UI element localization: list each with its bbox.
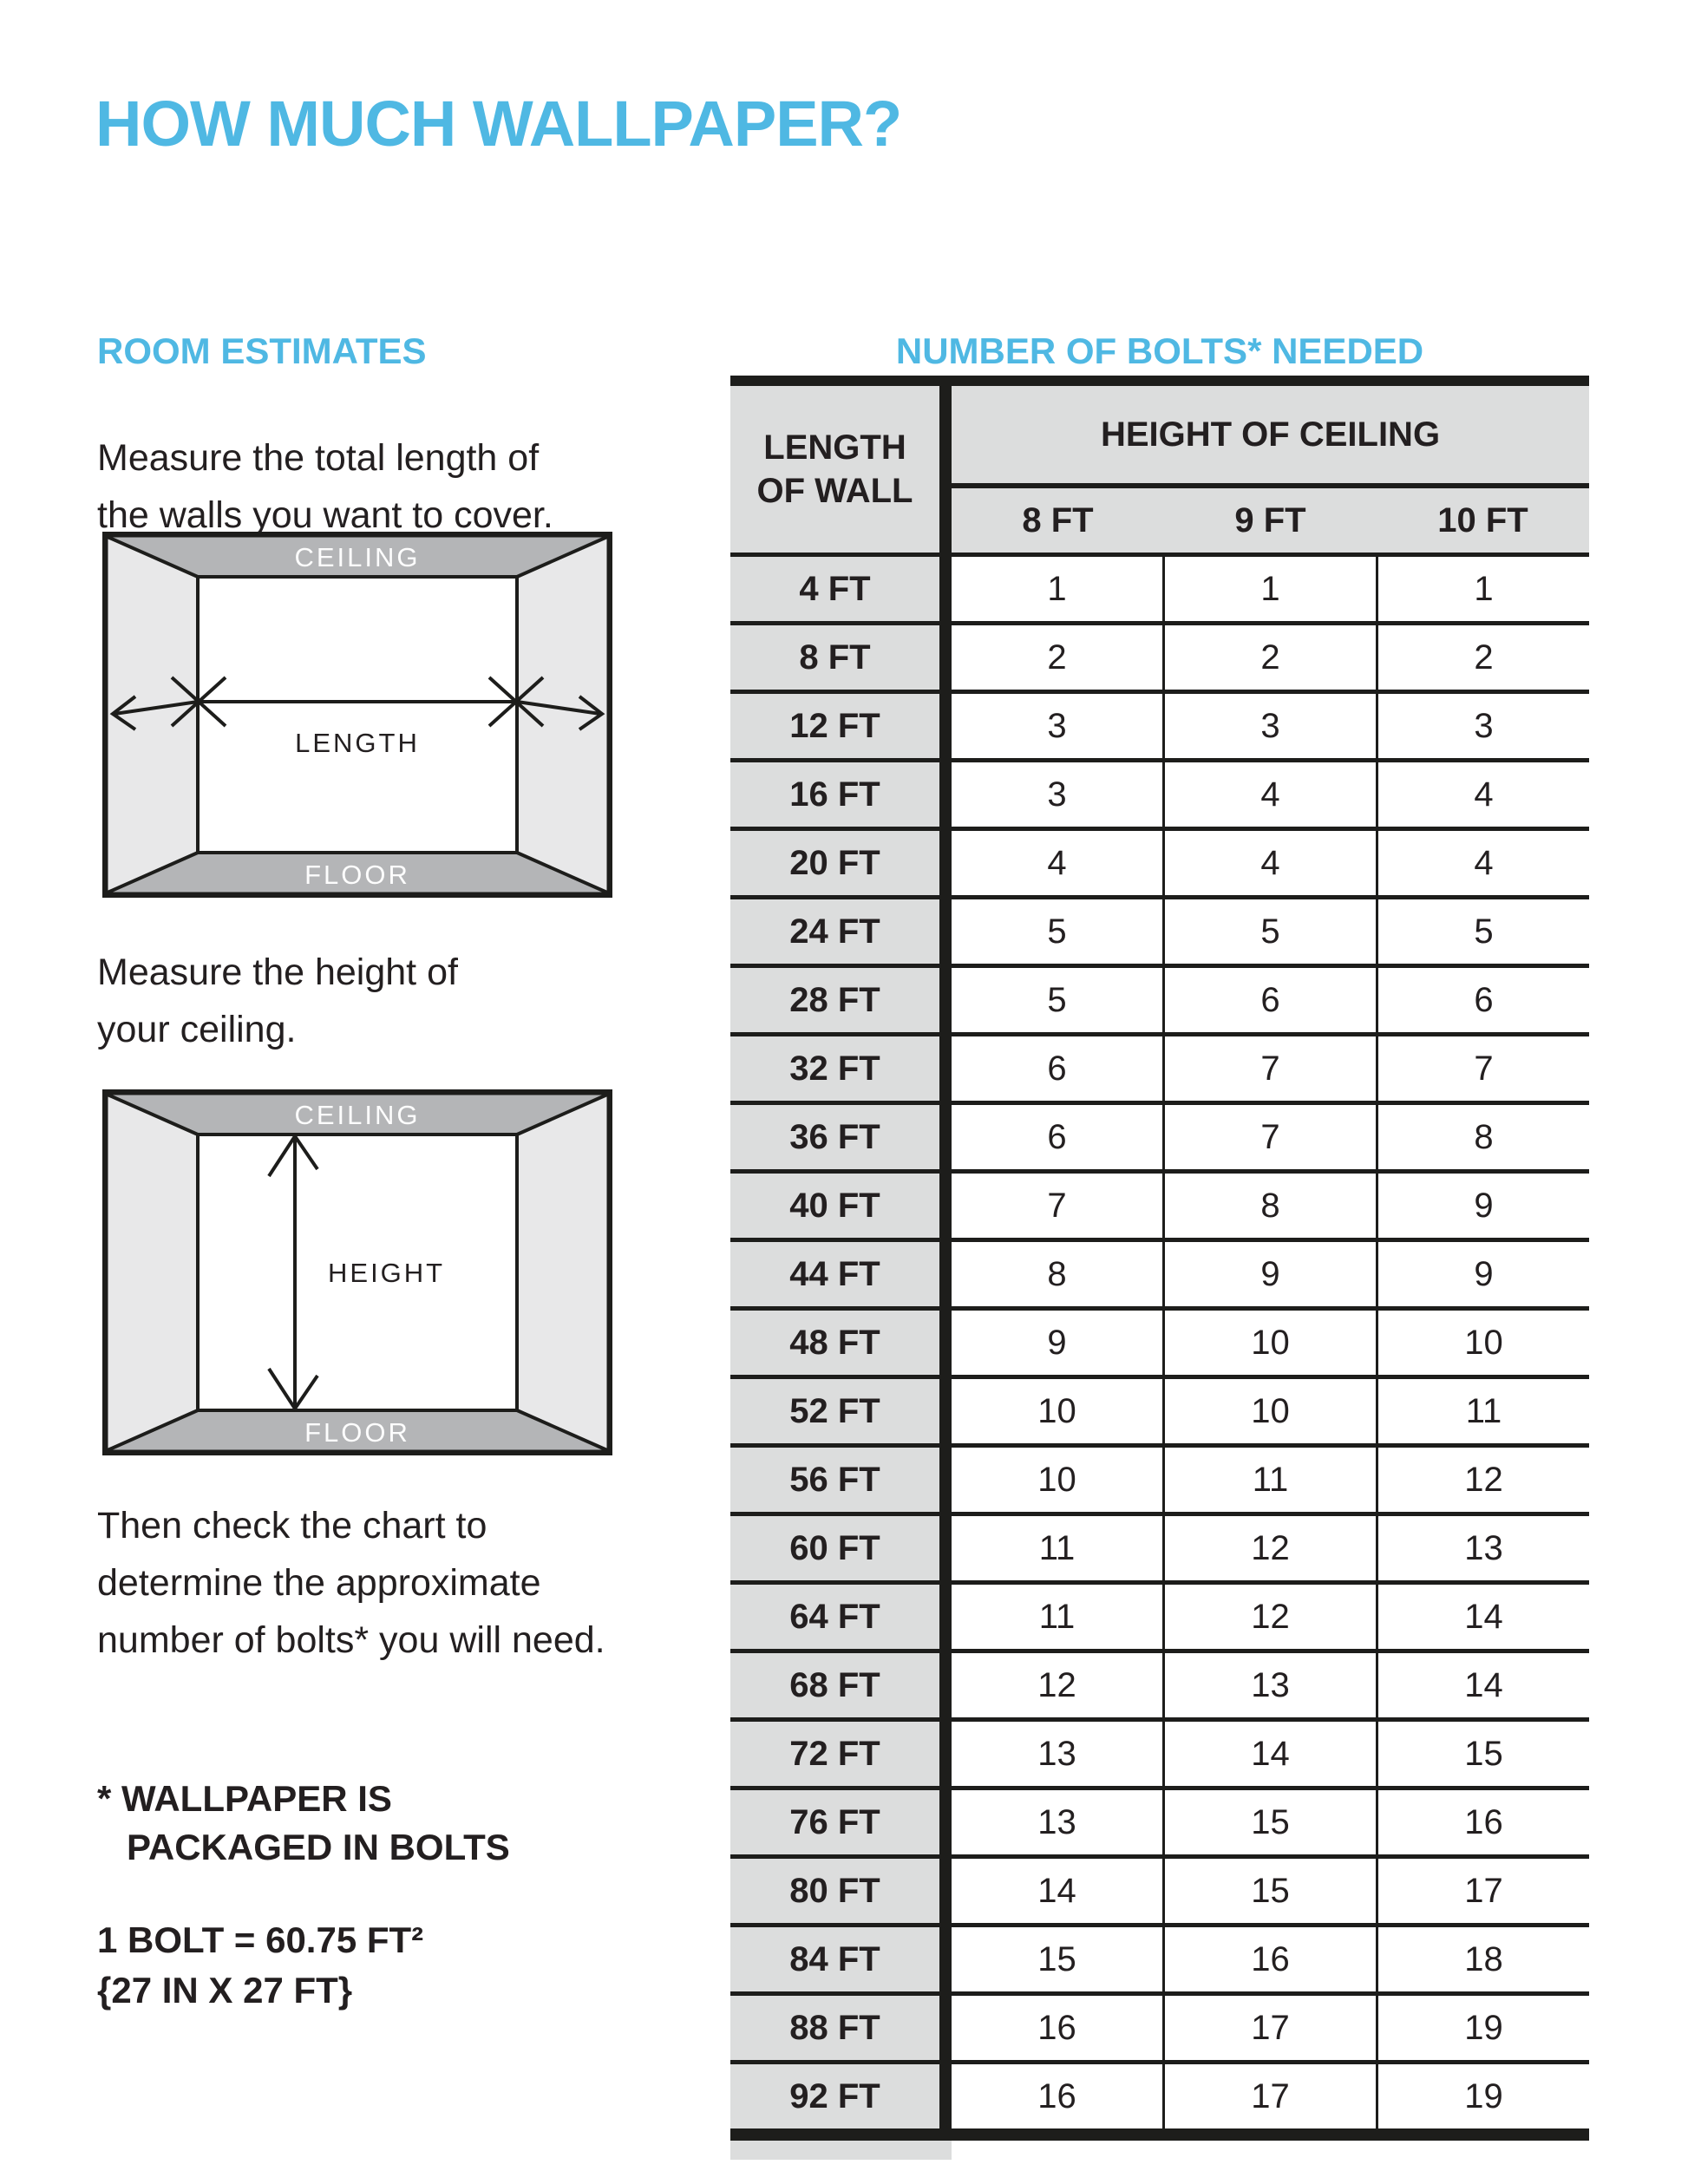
column-header-9ft: 9 FT [1234, 500, 1306, 539]
length-of-wall-cell: 64 FT [730, 1585, 939, 1649]
table-row [730, 1238, 1589, 1306]
bolt-count-cell: 4 [952, 831, 1162, 895]
step3-text [97, 1497, 605, 1669]
length-of-wall-cell: 4 FT [730, 557, 939, 621]
left-wall-panel [108, 1095, 198, 1450]
bolts-needed-heading: NUMBER OF BOLTS* NEEDED [895, 330, 1424, 371]
table-bottom-rule [730, 2128, 1589, 2141]
table-row [730, 1032, 1589, 1101]
table-row [730, 895, 1589, 964]
length-of-wall-header [730, 386, 939, 553]
bolt-count-cell: 11 [1162, 1448, 1376, 1512]
table-row [730, 1854, 1589, 1923]
length-of-wall-cell: 68 FT [730, 1653, 939, 1717]
table-row [730, 1375, 1589, 1443]
table-row [730, 1786, 1589, 1854]
length-of-wall-cell: 60 FT [730, 1516, 939, 1580]
wallpaper-footnote [97, 1775, 510, 1872]
footnote-line2: PACKAGED IN BOLTS [127, 1827, 510, 1867]
bolt-count-cell: 10 [1162, 1311, 1376, 1375]
column-header-10ft: 10 FT [1437, 500, 1528, 539]
ceiling-label: CEILING [294, 1100, 421, 1130]
table-row [730, 1580, 1589, 1649]
floor-label: FLOOR [304, 860, 410, 890]
ceiling-label: CEILING [294, 542, 421, 572]
height-arrow [269, 1136, 317, 1409]
table-row [730, 1649, 1589, 1717]
column-headers-row [952, 488, 1589, 553]
room-diagram-height [102, 1089, 612, 1455]
bolt-count-cell: 2 [1376, 625, 1589, 690]
bolt-count-cell: 1 [1162, 557, 1376, 621]
bolt-count-cell: 6 [1162, 968, 1376, 1032]
bolt-count-cell: 9 [1376, 1242, 1589, 1306]
back-wall-panel [198, 577, 517, 853]
length-of-wall-cell: 24 FT [730, 899, 939, 964]
bolt-count-cell: 12 [1162, 1516, 1376, 1580]
length-of-wall-cell: 80 FT [730, 1859, 939, 1923]
length-of-wall-cell: 28 FT [730, 968, 939, 1032]
bolt-count-cell: 9 [1376, 1174, 1589, 1238]
length-of-wall-cell: 12 FT [730, 694, 939, 758]
bolt-count-cell: 15 [1376, 1722, 1589, 1786]
table-top-rule [730, 376, 1589, 386]
bolt-count-cell: 10 [952, 1448, 1162, 1512]
length-of-wall-cell: 36 FT [730, 1105, 939, 1169]
bolt-count-cell: 14 [1162, 1722, 1376, 1786]
length-of-wall-cell: 72 FT [730, 1722, 939, 1786]
table-row [730, 827, 1589, 895]
bolt-count-cell: 10 [1162, 1379, 1376, 1443]
bolt-count-cell: 12 [952, 1653, 1162, 1717]
bolt-count-cell: 5 [952, 968, 1162, 1032]
bolt-count-cell: 4 [1376, 762, 1589, 827]
bolt-count-cell: 2 [1162, 625, 1376, 690]
bolt-count-cell: 14 [952, 1859, 1162, 1923]
table-row [730, 758, 1589, 827]
page-title: HOW MUCH WALLPAPER? [95, 88, 902, 160]
length-of-wall-cell: 32 FT [730, 1036, 939, 1101]
length-of-wall-cell: 84 FT [730, 1927, 939, 1991]
bolt-count-cell: 12 [1376, 1448, 1589, 1512]
length-of-wall-cell: 52 FT [730, 1379, 939, 1443]
bolt-count-cell: 19 [1376, 1996, 1589, 2060]
bolt-count-cell: 5 [1162, 899, 1376, 964]
table-row [730, 1443, 1589, 1512]
bolt-count-cell: 17 [1162, 2064, 1376, 2128]
right-wall-panel [517, 1095, 607, 1450]
length-of-wall-cell: 92 FT [730, 2064, 939, 2128]
bolt-count-cell: 10 [1376, 1311, 1589, 1375]
table-gray-stub [730, 2141, 952, 2160]
bolt-count-cell: 17 [1162, 1996, 1376, 2060]
table-row [730, 690, 1589, 758]
length-of-wall-cell: 8 FT [730, 625, 939, 690]
bolts-table [730, 376, 1589, 2160]
bolt-count-cell: 16 [1162, 1927, 1376, 1991]
step3-line3: number of bolts* you will need. [97, 1619, 605, 1661]
bolt-count-cell: 14 [1376, 1585, 1589, 1649]
step1-line2: the walls you want to cover. [97, 494, 553, 536]
bolt-count-cell: 3 [952, 694, 1162, 758]
bolt-count-cell: 17 [1376, 1859, 1589, 1923]
bolt-count-cell: 10 [952, 1379, 1162, 1443]
bolt-count-cell: 13 [1376, 1516, 1589, 1580]
bolt-count-cell: 15 [1162, 1859, 1376, 1923]
bolt-count-cell: 9 [952, 1311, 1162, 1375]
bolt-count-cell: 9 [1162, 1242, 1376, 1306]
step3-line1: Then check the chart to [97, 1505, 487, 1546]
length-label: LENGTH [295, 728, 420, 758]
bolt-count-cell: 4 [1162, 762, 1376, 827]
bolt-count-cell: 3 [1376, 694, 1589, 758]
bolt-count-cell: 19 [1376, 2064, 1589, 2128]
step1-text [97, 429, 553, 544]
length-of-wall-cell: 88 FT [730, 1996, 939, 2060]
table-row [730, 2060, 1589, 2128]
bolt-count-cell: 6 [952, 1036, 1162, 1101]
step2-line2: your ceiling. [97, 1009, 297, 1050]
bolt-count-cell: 1 [952, 557, 1162, 621]
bolt-count-cell: 3 [1162, 694, 1376, 758]
step2-line1: Measure the height of [97, 951, 458, 993]
bolt-count-cell: 7 [1376, 1036, 1589, 1101]
bolt-count-cell: 7 [952, 1174, 1162, 1238]
bolt-size-info [97, 1915, 423, 2016]
height-label: HEIGHT [328, 1258, 446, 1288]
bolt-count-cell: 11 [1376, 1379, 1589, 1443]
bolt-count-cell: 11 [952, 1516, 1162, 1580]
footnote-line1: * WALLPAPER IS [97, 1778, 392, 1819]
step1-line1: Measure the total length of [97, 437, 540, 479]
bolt-count-cell: 15 [1162, 1790, 1376, 1854]
table-row [730, 1512, 1589, 1580]
length-of-wall-cell: 44 FT [730, 1242, 939, 1306]
table-row [730, 1101, 1589, 1169]
bolt-count-cell: 4 [1376, 831, 1589, 895]
bolt-count-cell: 14 [1376, 1653, 1589, 1717]
bolt-count-cell: 11 [952, 1585, 1162, 1649]
length-of-wall-cell: 16 FT [730, 762, 939, 827]
table-row [730, 1923, 1589, 1991]
length-of-wall-header-line1: LENGTH [763, 428, 906, 467]
length-of-wall-cell: 56 FT [730, 1448, 939, 1512]
bolt-count-cell: 16 [952, 2064, 1162, 2128]
table-vertical-divider [939, 386, 952, 2128]
table-row [730, 1306, 1589, 1375]
step3-line2: determine the approximate [97, 1562, 541, 1604]
bolt-count-cell: 8 [952, 1242, 1162, 1306]
length-of-wall-cell: 76 FT [730, 1790, 939, 1854]
bolt-count-cell: 13 [952, 1722, 1162, 1786]
bolt-count-cell: 1 [1376, 557, 1589, 621]
bolt-count-cell: 16 [1376, 1790, 1589, 1854]
bolt-info-line1: 1 BOLT = 60.75 FT² [97, 1919, 424, 1960]
length-of-wall-cell: 48 FT [730, 1311, 939, 1375]
table-row [730, 621, 1589, 690]
bolt-count-cell: 4 [1162, 831, 1376, 895]
length-of-wall-cell: 20 FT [730, 831, 939, 895]
bolt-info-line2: {27 IN X 27 FT} [97, 1970, 353, 2011]
bolt-count-cell: 7 [1162, 1036, 1376, 1101]
length-of-wall-header-line2: OF WALL [756, 472, 913, 510]
bolt-count-cell: 8 [1162, 1174, 1376, 1238]
bolt-count-cell: 5 [952, 899, 1162, 964]
length-of-wall-cell: 40 FT [730, 1174, 939, 1238]
bolt-count-cell: 18 [1376, 1927, 1589, 1991]
bolt-count-cell: 13 [952, 1790, 1162, 1854]
bolt-count-cell: 12 [1162, 1585, 1376, 1649]
table-row [730, 1169, 1589, 1238]
room-estimates-heading: ROOM ESTIMATES [97, 330, 427, 371]
bolt-count-cell: 15 [952, 1927, 1162, 1991]
table-row [730, 964, 1589, 1032]
floor-label: FLOOR [304, 1417, 410, 1448]
bolt-count-cell: 8 [1376, 1105, 1589, 1169]
bolt-count-cell: 3 [952, 762, 1162, 827]
bolt-count-cell: 6 [952, 1105, 1162, 1169]
bolt-count-cell: 13 [1162, 1653, 1376, 1717]
bolt-count-cell: 16 [952, 1996, 1162, 2060]
column-header-8ft: 8 FT [1022, 500, 1094, 539]
table-row [730, 1717, 1589, 1786]
bolt-count-cell: 7 [1162, 1105, 1376, 1169]
height-of-ceiling-header-group [952, 386, 1589, 553]
table-header [730, 386, 1589, 553]
table-body [730, 553, 1589, 2128]
table-row [730, 553, 1589, 621]
bolt-count-cell: 2 [952, 625, 1162, 690]
room-diagram-length [102, 532, 612, 898]
bolt-count-cell: 5 [1376, 899, 1589, 964]
table-row [730, 1991, 1589, 2060]
bolt-count-cell: 6 [1376, 968, 1589, 1032]
height-of-ceiling-header: HEIGHT OF CEILING [1100, 415, 1441, 454]
step2-text [97, 944, 458, 1058]
